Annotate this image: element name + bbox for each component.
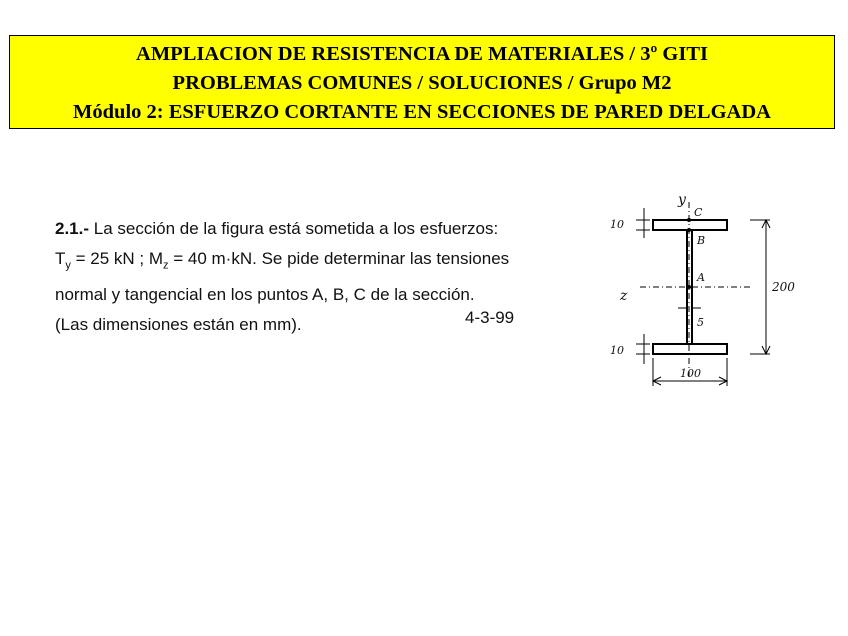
point-a-label: A [697,271,705,284]
problem-text-1: La sección de la figura está sometida a los esfuerzos: [89,219,499,238]
point-a-marker [687,285,691,289]
web-dimension: 5 [697,316,704,329]
ty-value: = 25 kN ; [70,249,149,268]
problem-line-3: normal y tangencial en los puntos A, B, C de la sección. [55,285,475,305]
mz-value: = 40 m·kN. Se pide determinar las tensiones [168,249,510,268]
point-c-label: C [694,206,703,219]
point-c-marker [687,218,691,222]
i-beam-figure [600,188,810,398]
ty-label: T [55,249,66,268]
problem-date: 4-3-99 [465,308,515,327]
height-dimension: 200 [772,280,795,294]
axis-z-label: z [620,288,628,304]
mz-subscript: z [163,259,169,272]
mz-label: M [148,249,164,268]
header-course-title: AMPLIACION DE RESISTENCIA DE MATERIALES / 3º GITI [136,43,708,65]
header-subtitle: PROBLEMAS COMUNES / SOLUCIONES / Grupo M2 [172,72,672,94]
ty-subscript: y [65,259,71,272]
point-b-label: B [697,234,706,247]
course-header [9,35,835,129]
problem-line-4: (Las dimensiones están en mm). [55,315,302,335]
axes [640,202,750,378]
problem-line-2 [55,244,595,280]
axis-y-label: y [678,192,686,208]
width-dimension: 100 [680,367,701,380]
point-b-marker [687,228,691,232]
flange-bottom-dimension: 10 [610,344,624,357]
flange-top-dimension: 10 [610,218,624,231]
header-module-title: Módulo 2: ESFUERZO CORTANTE EN SECCIONES DE PARED DELGADA [73,101,771,123]
problem-number: 2.1.- [55,219,90,238]
problem-line-1 [55,214,595,244]
